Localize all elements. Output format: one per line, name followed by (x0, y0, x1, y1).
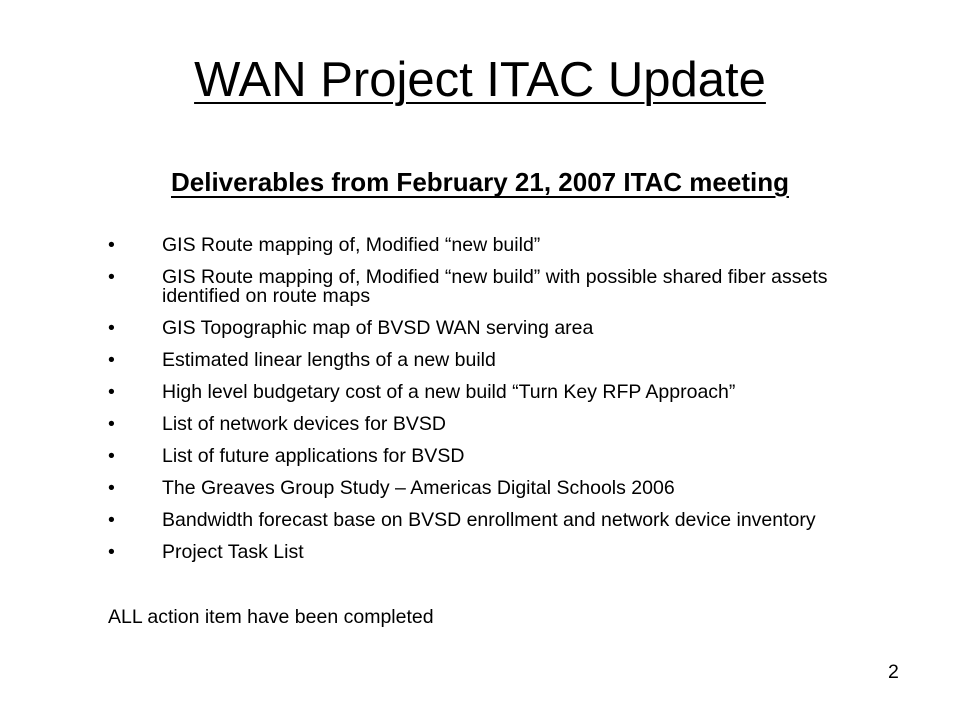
list-item (108, 236, 898, 255)
list-item (108, 351, 898, 370)
list-item-text: Project Task List (162, 541, 304, 563)
list-item-text: GIS Topographic map of BVSD WAN serving area (162, 317, 594, 339)
deliverables-list (108, 236, 898, 575)
slide-subtitle: Deliverables from February 21, 2007 ITAC meeting (171, 167, 789, 197)
bullet-icon: • (108, 541, 115, 563)
bullet-icon: • (108, 413, 115, 435)
list-item (108, 511, 898, 530)
list-item-text: List of future applications for BVSD (162, 445, 465, 467)
bullet-icon: • (108, 445, 115, 467)
slide-title: WAN Project ITAC Update (194, 53, 766, 107)
bullet-icon: • (108, 477, 115, 499)
list-item-text: List of network devices for BVSD (162, 413, 446, 435)
list-item-text: GIS Route mapping of, Modified “new build” (162, 234, 541, 256)
completion-note: ALL action item have been completed (108, 606, 434, 628)
list-item-text: High level budgetary cost of a new build “Turn Key RFP Approach” (162, 381, 736, 403)
list-item-text: Estimated linear lengths of a new build (162, 349, 496, 371)
bullet-icon: • (108, 509, 115, 531)
list-item (108, 447, 898, 466)
bullet-icon: • (108, 381, 115, 403)
page-number: 2 (888, 661, 899, 683)
list-item-text: The Greaves Group Study – Americas Digital Schools 2006 (162, 477, 675, 499)
list-item-text: GIS Route mapping of, Modified “new build” with possible shared fiber assets identified on route maps (162, 266, 828, 307)
list-item (108, 479, 898, 498)
list-item (108, 268, 898, 306)
list-item-text: Bandwidth forecast base on BVSD enrollment and network device inventory (162, 509, 816, 531)
list-item (108, 319, 898, 338)
list-item (108, 383, 898, 402)
bullet-icon: • (108, 317, 115, 339)
list-item (108, 415, 898, 434)
list-item (108, 543, 898, 562)
bullet-icon: • (108, 266, 115, 288)
bullet-icon: • (108, 349, 115, 371)
bullet-icon: • (108, 234, 115, 256)
